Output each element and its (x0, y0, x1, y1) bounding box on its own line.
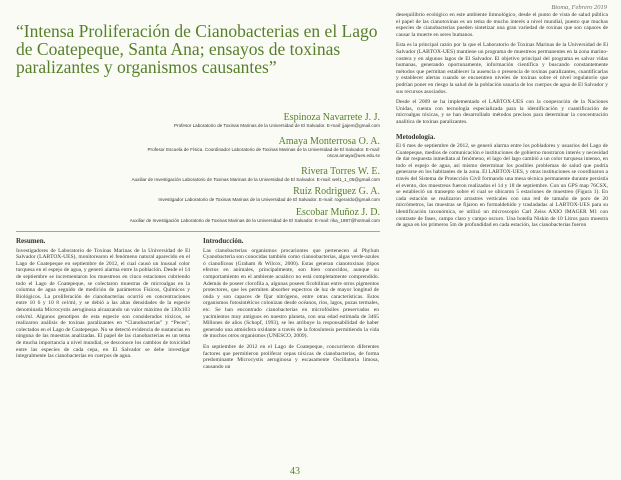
introduccion-paragraph: En septiembre de 2012 en el Lago de Coatepeque, concurrieron diferentes factores que permitieron proliferar cepas tóxicas de cianobacterias, de forma predominante Microcystis aeruginosa y escasamente Oscillatoria limosa, causando un (203, 343, 379, 370)
author-block (16, 207, 380, 224)
metodologia-heading: Metodología. (396, 132, 436, 141)
author-block (16, 186, 380, 203)
right-paragraph: desequilibrio ecológico en este ambiente limnológico, desde el punto de vista de salud pública el papel de las cianotoxinas es un tema de mucho interés a nivel mundial, puesto que muchas especies de cianobacterias pueden sintetizar una gran variedad de toxinas que son capaces de causar la muerte en seres humanos. (396, 12, 608, 38)
author-affiliation: Profesor Laboratorio de Toxinas Marinas de la Universidad de El Salvador. E-mail: jjajem@gmail.com (173, 123, 380, 128)
author-affiliation: Auxiliar de Investigación Laboratorio de Toxinas Marinas de la Universidad de El Salvador. E-mail: wel1_1_05@gmail.com (131, 177, 380, 182)
author-affiliation: Investigador Laboratorio de Toxinas Marinas de la Universidad de El Salvador. E-mail: rogerardo@gmail.com (158, 197, 380, 202)
resumen-body: Investigadores de Laboratorio de Toxinas Marinas de la Universidad de El Salvador (LABTOX-UES), monitorearon el fenómeno natural aparecido en el Lago de Coatepeque en septiembre de 2012, el cual causó un inusual color turquesa en el espejo de agua, y generó alarma entre la población. Desde el 14 de septiembre se incrementaron los muestreos en cinco estaciones cubriendo todo el Lago de Coatepeque, se colectaron muestras de microalgas en la columna de agua seguido de medición de parámetros Físicos, Químicos y Biológicos. La proliferación de cianobacterias ocurrió en concentraciones entre 10 6 y 10 8 cel/ml, y se debió a las altas densidades de la especie denominada Microcystis aeruginosa alcanzando un valor máximo de 130x103 cels/ml. Algunos genotipos de esta especie son considerados tóxicos, se realizaron análisis de toxinas paralizantes en “Cianobacterias” y “Peces”, colectados en el Lago de Coatepeque. No se detectó evidencia de sustancias en ninguna de las muestras analizadas. El papel de las cianobacterias es un tema de mucha importancia a nivel mundial, se desconoce los cambios de toxicidad entre las especies de cada cepa, en El Salvador se debe investigar integralmente las cianobacterias en cuerpos de agua. (16, 247, 190, 360)
right-paragraph: Desde el 2009 se ha implementado el LABTOX-UES con la cooperación de la Naciones Unidas, cuenta con tecnología especializada para la identificación y cuantificación de microalgas tóxicas, y se han desarrollado métodos precisos para determinar la concentración analítica de toxinas paralizantes. (396, 99, 608, 125)
author-name: Escobar Muñoz J. D. (295, 207, 380, 218)
running-head: Bioma, Febrero 2019 (551, 4, 607, 11)
author-name: Rivera Torres W. E. (301, 166, 380, 177)
resumen-column (16, 238, 190, 364)
header-divider (16, 231, 380, 232)
author-block (16, 112, 380, 129)
author-name: Ruíz Rodriguez G. A. (293, 186, 380, 197)
author-block (16, 166, 380, 183)
right-column (396, 12, 608, 233)
article-title: “Intensa Proliferación de Cianobacterias en el Lago de Coatepeque, Santa Ana; ensayos de toxinas paralizantes y organismos causantes” (16, 21, 378, 77)
introduccion-column (203, 238, 379, 374)
resumen-heading: Resumen. (16, 237, 46, 245)
introduccion-paragraph: Las cianobacterias organismos procariontes que pertenecen al Phylum Cyanobacteria son conocidas también como cianoobacterias, algas verde-azules ó cianofíceas (Graham & Wilcox, 2000). Estas generan cianotoxinas (tipos efectos en animales, principalmente, son bien conocidos, aunque su comportamiento en el ambiente acuático no está completamente comprendido. Además de poseer clorofila a, algunas poseen ficobilinas entre otros pigmentos protectores, que les permiten absorber espectros de luz de mayor longitud de onda y son capaces de fijar nitrógeno, entre otras características. Estos organismos fotosintéticos colonizan desde océanos, ríos, lagos, pozas termales, etc. Se han encontrado cianobacterias en microfósiles preservados en yacimientos muy antiguos en nuestro planeta, con una edad estimada de 3465 Millones de años (Schopf, 1993), se les atribuye la responsabilidad de haber generado una atmósfera oxidante a través de la fotosíntesis permitiendo la vida de muchos otros organismos (UNESCO, 2009). (203, 247, 379, 340)
author-block (16, 136, 380, 159)
right-paragraph: Esta es la principal razón por la que el Laboratorio de Toxinas Marinas de la Universidad de El Salvador (LABTOX-UES) mantiene un programa de muestreos permanentes en la zona marino-costera y en algunos lagos de El Salvador. El objetivo principal del programa es salvar vidas humanas, generando oportunamente, información científica y buscando constantemente métodos que permitan establecer la ausencia o presencia de toxinas paralizantes, cuantificarlas y establecer alertas cuando se encuentren niveles de toxinas sobre el nivel regulatorio que podrían poner en riesgo la salud de la población usuaria de los cuerpos de agua de El Salvador y sus recursos asociados. (396, 42, 608, 95)
introduccion-heading: Introducción. (203, 237, 244, 245)
page-number: 43 (290, 466, 300, 477)
author-name: Espinoza Navarrete J. J. (283, 112, 380, 123)
metodologia-body: El 6 mes de septiembre de 2012, se generó alarma entre los pobladores y usuarios del Lago de Coatepeque, medios de comunicación e instituciones de gobierno mostraron interés y necesidad de dar respuesta inmediata al fenómeno, el lago del lago cambió a un color turquesa intenso, en todo el espejo de agua, así mismo determinar los posibles problemas de salud que podría generarse en los habitantes de la zona. El LABTOX-UES, y otras instituciones se coordinaron a través del Sistema de Protección Civil formando una mesa técnica permanente durante persistía el evento, dos muestreos fueron realizados el 14 y 18 de septiembre. Con un GPS map 76CSX, se estableció un transepto sobre el cual se ubicaron 5 estaciones de muestreo (Figura 1). En cada estación se realizaron arrastres verticales con una red de tamaño de poro de 20 micrómetros, las muestras se fijaron en formaldehído y trasladadas al LABTOX-UES para su identificación taxonómica, se utilizó un microscopio Carl Zeiss AXIO IMAGER M1 con contraste de fases, campo claro y campo oscuro. Una botella Niskin de 10 Litros para muestra de agua en los primeros 5m de profundidad en cada estación, las cianobacterias fueron (396, 143, 608, 229)
author-name: Amaya Monterrosa O. A. (278, 136, 380, 147)
author-affiliation: Auxiliar de Investigación Laboratorio de Toxinas Marinas de la Universidad de El Salvador. E-mail: rika_1987@hotmail.com (129, 218, 380, 223)
author-affiliation: Profesor Escuela de Física. Coordinador Laboratorio de Toxinas Marinas de la Universidad de El Salvador. E-mail: oscar.amaya@ues.edu.sv (147, 147, 380, 158)
